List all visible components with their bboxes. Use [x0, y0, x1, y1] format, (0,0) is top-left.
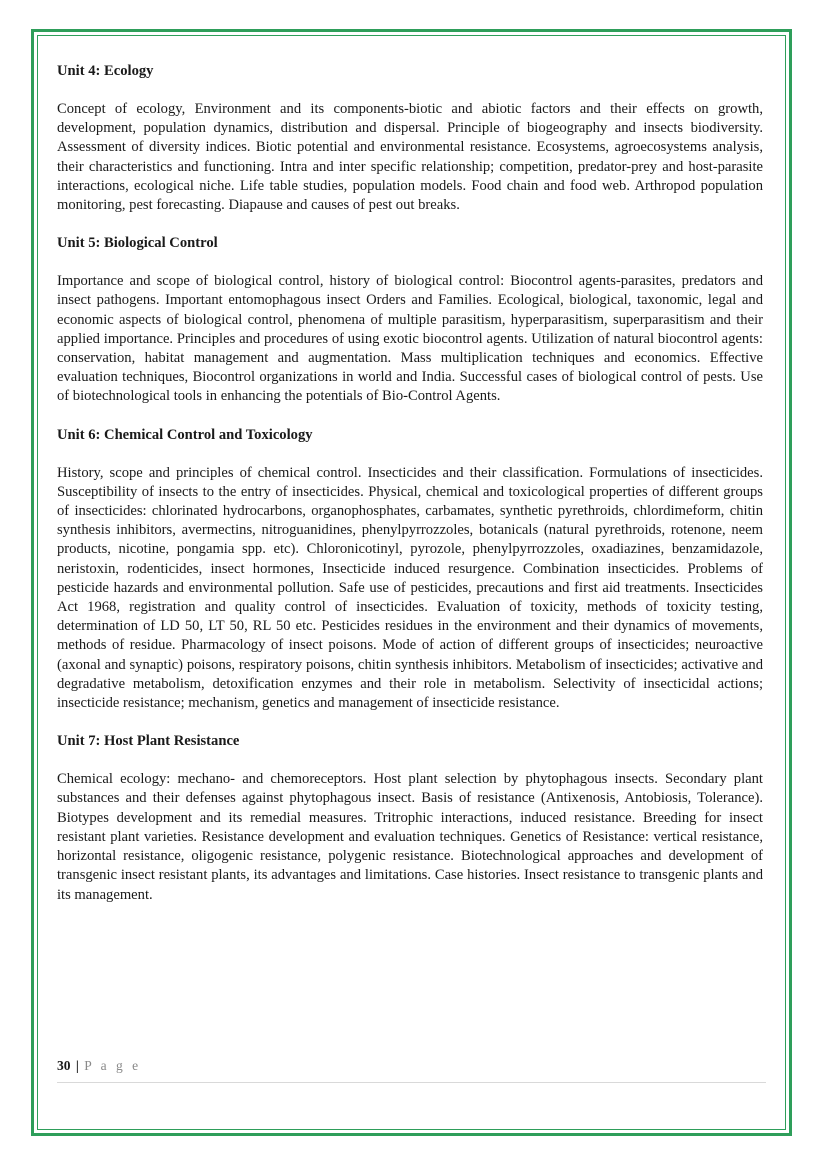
document-body — [57, 62, 763, 924]
page-number: 30 — [57, 1058, 71, 1073]
page-footer — [57, 1057, 141, 1075]
footer-divider — [57, 1082, 766, 1083]
unit-5-section — [57, 234, 763, 406]
unit-6-section — [57, 426, 763, 714]
unit-7-heading: Unit 7: Host Plant Resistance — [57, 733, 240, 750]
unit-4-heading: Unit 4: Ecology — [57, 63, 154, 79]
unit-5-heading: Unit 5: Biological Control — [57, 235, 218, 252]
unit-7-body: Chemical ecology: mechano- and chemoreceptors. Host plant selection by phytophagous insects. Secondary plant substances and their defenses against phytophagous insect. Basis of resistance (Antixenosis, Antobiosis, Tolerance). Biotypes development and its remedial measures. Tritrophic interactions, induced resistance. Breeding for insect resistant plant varieties. Resistance development and evaluation techniques. Genetics of Resistance: vertical resistance, horizontal resistance, oligogenic resistance, polygenic resistance. Biotechnological approaches and development of transgenic insect resistant plants, its advantages and limitations. Case histories. Insect resistance to transgenic plants and its management. — [57, 771, 763, 903]
unit-5-body: Importance and scope of biological control, history of biological control: Biocontrol agents-parasites, predators and insect pathogens. Important entomophagous insect Orders and Families. Ecological, biological, taxonomic, legal and economic aspects of biological control, phenomena of multiple parasitism, hyperparasitism, superparasitism and their applied importance. Principles and procedures of using exotic biocontrol agents. Utilization of natural biocontrol agents: conservation, habitat management and augmentation. Mass multiplication techniques and economics. Effective evaluation techniques, Biocontrol organizations in world and India. Successful cases of biological control of pests. Use of biotechnological tools in enhancing the potentials of Bio-Control Agents. — [57, 273, 763, 405]
unit-7-section — [57, 732, 763, 904]
unit-6-body: History, scope and principles of chemical control. Insecticides and their classification. Formulations of insecticides. Susceptibility of insects to the entry of insecticides. Physical, chemical and toxicological properties of different groups of insecticides: chlorinated hydrocarbons, organophosphates, carbamates, synthetic pyrethroids, chlordimeform, chitin synthesis inhibitors, avermectins, nitroguanidines, phenylpyrrozzoles, botanicals (natural pyrethroids, rotenone, neem products, nicotine, pongamia spp. etc). Chloronicotinyl, pyrozole, phenylpyrrozzoles, oxadiazines, benzamidazole, neristoxin, rodenticides, insect hormones, Insecticide induced resurgence. Combination insecticides. Problems of pesticide hazards and environmental pollution. Safe use of pesticides, precautions and first aid treatments. Insecticides Act 1968, registration and quality control of insecticides. Evaluation of toxicity, methods of toxicity testing, determination of LD 50, LT 50, RL 50 etc. Pesticides residues in the environment and their dynamics of movements, methods of residue. Pharmacology of insect poisons. Mode of action of different groups of insecticides; neuroactive (axonal and synaptic) poisons, respiratory poisons, chitin synthesis inhibitors. Metabolism of insecticides; activative and degradative metabolism, detoxification enzymes and their role in metabolism. Selectivity of insecticidal actions; insecticide resistance; mechanism, genetics and management of insecticide resistance. — [57, 464, 763, 712]
unit-4-body: Concept of ecology, Environment and its components-biotic and abiotic factors and their effects on growth, development, population dynamics, distribution and dispersal. Principle of biogeography and insects biodiversity. Assessment of diversity indices. Biotic potential and environmental resistance. Ecosystems, agroecosystems analysis, their characteristics and functioning. Intra and inter specific relationship; competition, predator-prey and host-parasite interactions, ecological niche. Life table studies, population models. Food chain and food web. Arthropod population monitoring, pest forecasting. Diapause and causes of pest out breaks. — [57, 101, 763, 214]
footer-separator: | — [75, 1058, 79, 1073]
unit-4-section — [57, 62, 763, 215]
page-label: P a g e — [84, 1058, 142, 1073]
unit-6-heading: Unit 6: Chemical Control and Toxicology — [57, 426, 313, 443]
